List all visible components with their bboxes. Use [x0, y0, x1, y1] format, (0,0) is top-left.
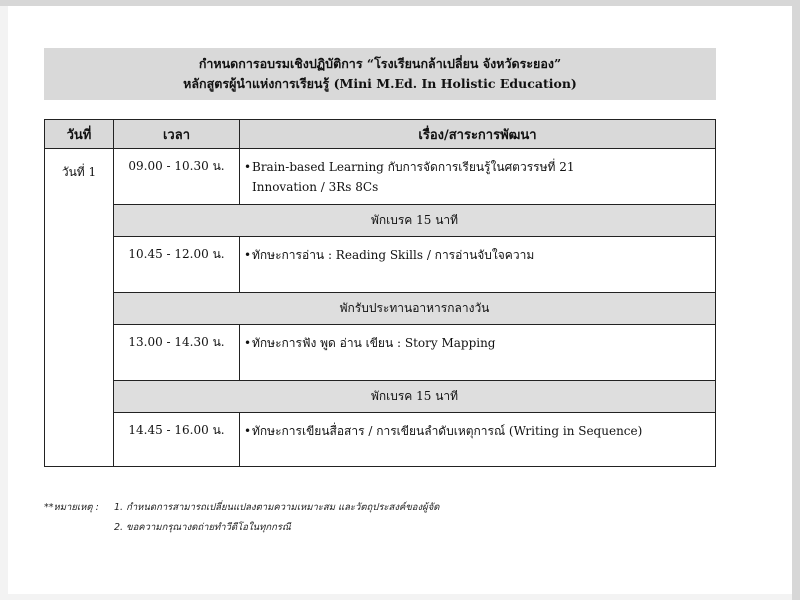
table-row [45, 413, 716, 467]
time-cell: 14.45 - 16.00 น. [114, 413, 240, 467]
top-border [0, 0, 800, 6]
right-border [792, 0, 800, 600]
break-label: พักรับประทานอาหารกลางวัน [114, 293, 716, 325]
topic-cell [240, 237, 716, 293]
topic-text: ทักษะการอ่าน : Reading Skills / การอ่านจับใจความ [252, 248, 535, 262]
column-header-time: เวลา [114, 120, 240, 149]
time-cell: 09.00 - 10.30 น. [114, 149, 240, 205]
bullet-icon: • [244, 424, 252, 438]
table-row [45, 149, 716, 205]
topic-text: Brain-based Learning กับการจัดการเรียนรู้ในศตวรรษที่ 21 [252, 160, 575, 174]
column-header-day: วันที่ [45, 120, 114, 149]
break-row [45, 381, 716, 413]
topic-text: ทักษะการเขียนสื่อสาร / การเขียนลำดับเหตุการณ์ (Writing in Sequence) [252, 424, 643, 438]
time-cell: 10.45 - 12.00 น. [114, 237, 240, 293]
bullet-icon: • [244, 336, 252, 350]
topic-text: ทักษะการฟัง พูด อ่าน เขียน : Story Mapping [252, 336, 496, 350]
topic-cell [240, 413, 716, 467]
topic-cell [240, 325, 716, 381]
time-cell: 13.00 - 14.30 น. [114, 325, 240, 381]
break-label: พักเบรค 15 นาที [114, 381, 716, 413]
header-title: กำหนดการอบรมเชิงปฏิบัติการ “โรงเรียนกล้าเปลี่ยน จังหวัดระยอง” [198, 56, 562, 71]
bullet-icon: • [244, 160, 252, 174]
topic-cell [240, 149, 716, 205]
schedule-table [44, 119, 716, 467]
topic-text-line2: Innovation / 3Rs 8Cs [252, 180, 379, 194]
note-item: 2. ขอความกรุณางดถ่ายทำวีดีโอในทุกกรณี [114, 522, 291, 533]
break-row [45, 205, 716, 237]
break-row [45, 293, 716, 325]
table-row [45, 325, 716, 381]
schedule-header [44, 48, 716, 100]
bullet-icon: • [244, 248, 252, 262]
note-item: 1. กำหนดการสามารถเปลี่ยนแปลงตามความเหมาะสม และวัตถุประสงค์ของผู้จัด [114, 502, 440, 513]
table-header-row [45, 120, 716, 149]
column-header-topic: เรื่อง/สาระการพัฒนา [240, 120, 716, 149]
header-subtitle: หลักสูตรผู้นำแห่งการเรียนรู้ (Mini M.Ed. In Holistic Education) [183, 76, 577, 91]
day-cell: วันที่ 1 [45, 149, 114, 467]
table-row [45, 237, 716, 293]
break-label: พักเบรค 15 นาที [114, 205, 716, 237]
notes-label: **หมายเหตุ : [44, 502, 99, 513]
